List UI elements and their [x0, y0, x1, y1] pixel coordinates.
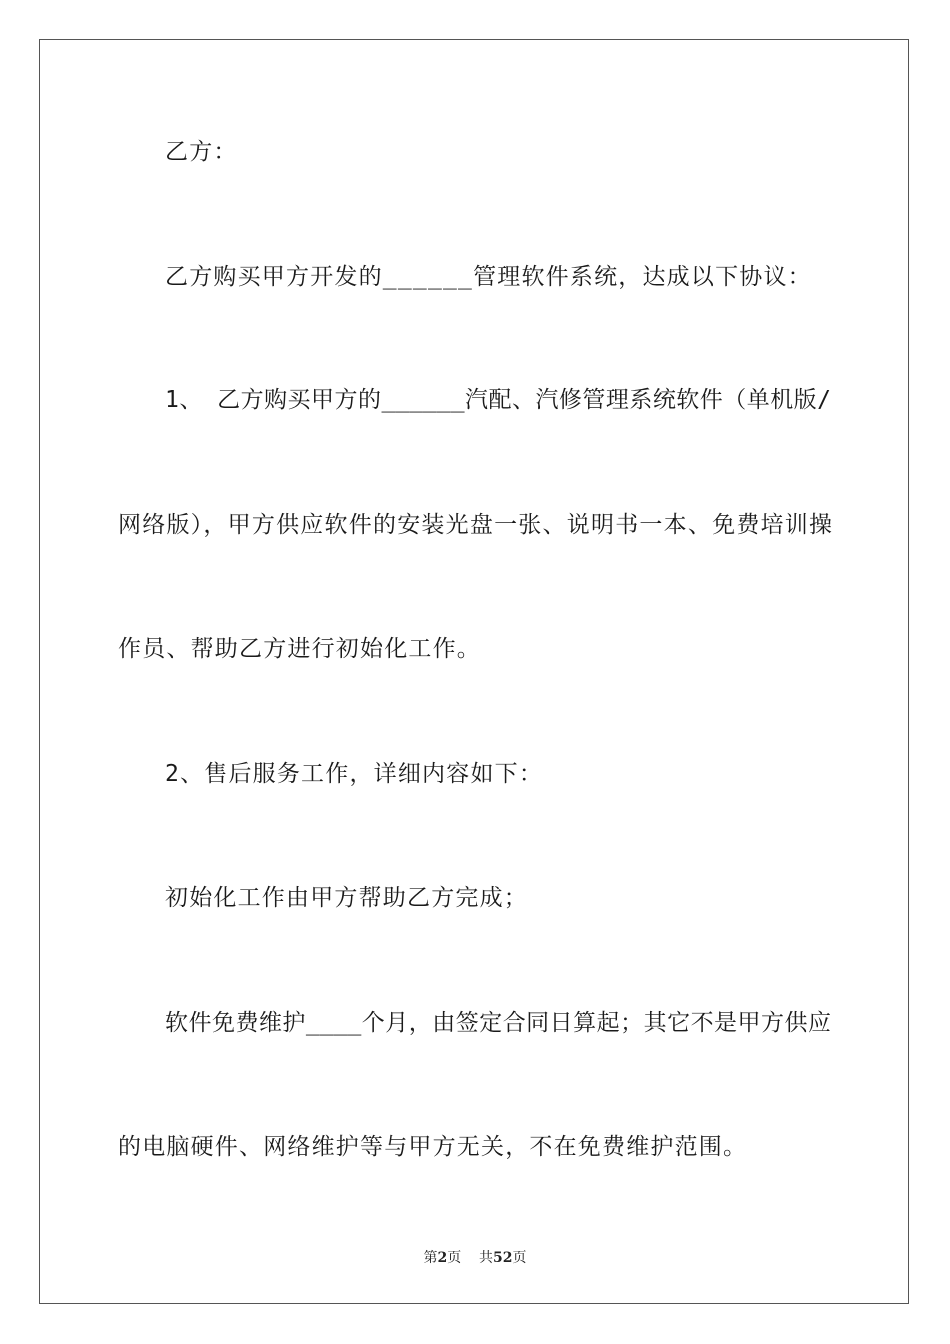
page-footer: [0, 1247, 950, 1267]
agreement-intro: 乙方购买甲方开发的______管理软件系统，达成以下协议：: [165, 264, 812, 290]
total-pages: 52: [493, 1250, 513, 1266]
clause-1-line-3: 作员、帮助乙方进行初始化工作。: [118, 636, 481, 662]
page-border: [39, 39, 909, 1304]
clause-2-item-maintenance-line-2: 的电脑硬件、网络维护等与甲方无关，不在免费维护范围。: [118, 1134, 748, 1160]
clause-2-item-maintenance-line-1: 软件免费维护____个月，由签定合同日算起；其它不是甲方供应: [165, 1010, 831, 1036]
total-suffix: 页: [512, 1250, 527, 1266]
page-suffix: 页: [447, 1250, 462, 1266]
clause-1-line-1: 1、 乙方购买甲方的______汽配、汽修管理系统软件（单机版/: [165, 387, 831, 413]
page-number: 2: [437, 1250, 448, 1266]
page-prefix: 第: [423, 1250, 438, 1266]
party-b-label: 乙方：: [165, 139, 238, 165]
total-prefix: 共: [479, 1250, 494, 1266]
clause-2-item-init: 初始化工作由甲方帮助乙方完成；: [165, 885, 528, 911]
clause-2-heading: 2、售后服务工作，详细内容如下：: [165, 761, 544, 787]
clause-1-line-2: 网络版），甲方供应软件的安装光盘一张、说明书一本、免费培训操: [118, 512, 832, 538]
